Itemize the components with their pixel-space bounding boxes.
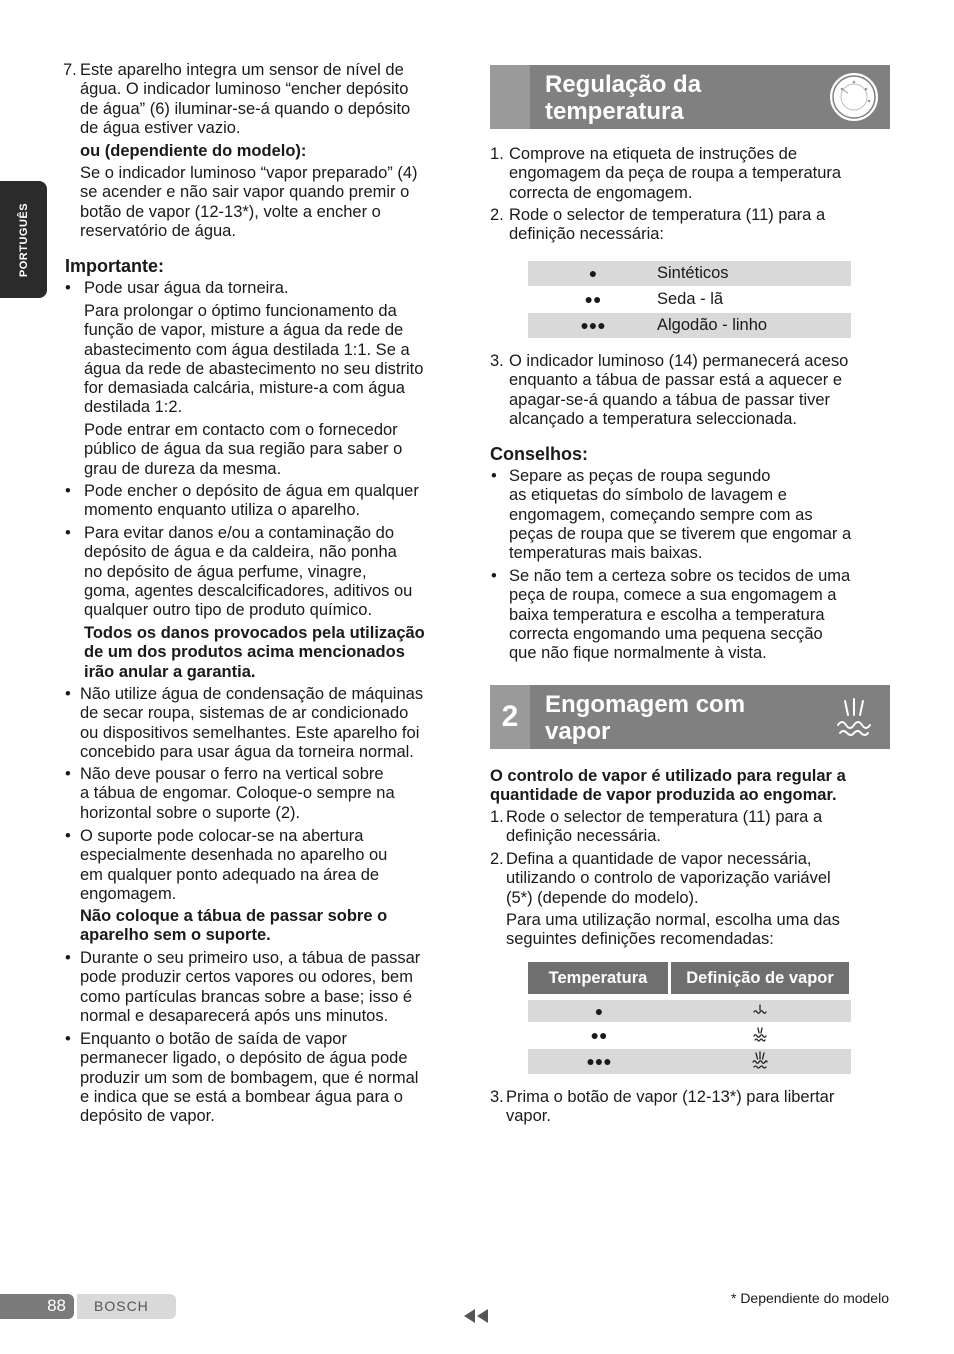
text-line: reservatório de água. [80,221,236,240]
temperature-row [528,287,851,312]
text-line: Comprove na etiqueta de instruções de [509,145,798,163]
section-number: 2 [490,685,530,749]
bullet-3-text [84,524,474,620]
text-line: grau de dureza da mesma. [84,459,282,478]
text-line: especialmente desenhada no aparelho ou [80,846,388,865]
steam-step-1-number: 1. [490,808,504,826]
temperature-row [528,261,851,286]
text-line: peça de roupa, comece a sua engomagem a [509,586,837,605]
text-line: de água estiver vazio. [80,118,241,137]
text-line: e indica que se está a bombear água para o [80,1087,403,1106]
text-line: peças de roupa que se tiverem que engomar a [509,524,852,543]
fabric-label: Algodão - linho [657,316,768,334]
text-line: de secar roupa, sistemas de ar condicionado [80,704,409,723]
temperature-table [528,261,851,338]
text-line: abastecimento com água destilada 1:1. Se a [84,340,410,359]
text-line: enquanto a tábua de passar está a aquecer e [509,371,843,390]
text-line: permanecer ligado, o depósito de água pode [80,1049,408,1068]
bullet-5-text [80,765,470,823]
text-line: momento enquanto utiliza o aparelho. [84,501,361,520]
or-model-text [80,164,470,241]
text-line: que não fique normalmente à vista. [509,644,767,663]
bullet-8-text [80,1030,470,1126]
steam-step-3-number: 3. [490,1088,504,1106]
text-line: função de vapor, misture a água da rede de [84,321,404,340]
text-line: alcançado a temperatura seleccionada. [509,409,798,428]
text-line: Separe as peças de roupa segundo [509,467,771,485]
text-line: Defina a quantidade de vapor necessária, [506,850,812,868]
bullet-3-warning [84,624,474,682]
text-line: quantidade de vapor produzida ao engomar. [490,786,837,805]
text-line: Prima o botão de vapor (12-13*) para libertar [506,1088,835,1106]
text-line: seguintes definições recomendadas: [506,930,774,949]
text-line: a tábua de engomar. Coloque-o sempre na [80,784,395,803]
bullet-1-para-2 [84,302,474,418]
temp-step-2-text [509,206,899,245]
temp-step-1-text [509,145,899,203]
text-line: se acender e não sair vapor quando premir o [80,183,410,202]
temperature-dots: ● [594,1003,604,1019]
text-line: normal e desaparecerá após uns minutos. [80,1006,389,1025]
text-line: engomagem da peça de roupa a temperatura [509,164,842,183]
text-line: água da rede de abastecimento no seu distrito [84,359,424,378]
steam-step-2-number: 2. [490,850,504,868]
text-line: correcta de engomagem. [509,183,693,202]
section-number-block [490,65,530,129]
text-line: (5*) (depende do modelo). [506,888,699,907]
text-line: pode produzir certos vapores ou odores, bem [80,968,413,987]
text-line: aparelho sem o suporte. [80,926,271,945]
tip-1-text [509,467,899,563]
text-line: correcta engomando uma pequena secção [509,624,823,643]
text-line: definição necessária. [506,827,662,846]
page-number-tab [0,1294,74,1319]
temperature-row [528,313,851,338]
text-line: O indicador luminoso (14) permanecerá aceso [509,352,849,370]
text-line: temperaturas mais baixas. [509,544,703,563]
header-temperature: Temperatura [528,962,668,994]
text-line: baixa temperatura e escolha a temperatura [509,605,825,624]
text-line: como partículas brancas sobre a base; isso é [80,987,413,1006]
bullet-3: • [65,524,71,542]
text-line: Pode usar água da torneira. [84,279,289,297]
text-line: Rode o selector de temperatura (11) para a [506,808,823,826]
text-line: ou dispositivos semelhantes. Este aparelho foi [80,723,420,742]
text-line: depósito de água e da caldeira, não ponha [84,543,397,562]
rewind-icon[interactable] [462,1308,490,1324]
text-line: Engomagem com [545,691,746,718]
steam-intro [490,767,900,806]
text-line: público de água da sua região para saber o [84,440,403,459]
text-line: concebido para usar água da torneira normal. [80,742,414,761]
text-line: em qualquer ponto adequado na área de [80,865,380,884]
text-line: água. O indicador luminoso “encher depósito [80,80,409,99]
temp-step-3-text [509,352,899,429]
fabric-label: Sintéticos [657,264,729,282]
text-line: Regulação da [545,71,702,98]
temperature-dots: ●● [584,291,602,307]
text-line: utilizando o controlo de vaporização variável [506,869,831,888]
text-line: Não coloque a tábua de passar sobre o [80,907,388,925]
bullet-1: • [65,279,71,297]
text-line: botão de vapor (12-13*), volte a encher o [80,202,381,221]
text-line: de água” (6) iluminar-se-á quando o depósito [80,99,411,118]
section-steam-title [545,691,745,745]
item-7-text [80,61,470,138]
bullet-7-text [80,949,470,1026]
text-line: horizontal sobre o suporte (2). [80,803,301,822]
text-line: Enquanto o botão de saída de vapor [80,1030,347,1048]
steam-level-3-icon [750,1051,770,1071]
text-line: vapor. [506,1107,551,1126]
temp-step-1-number: 1. [490,145,504,163]
bullet-2-text [84,482,474,521]
bullet-6: • [65,827,71,845]
text-line: Durante o seu primeiro uso, a tábua de passar [80,949,421,967]
temperature-dots: ●● [590,1027,608,1043]
bullet-8: • [65,1030,71,1048]
text-line: Todos os danos provocados pela utilização [84,624,425,642]
steam-row [528,1049,851,1074]
steam-step-3-text [506,1088,896,1127]
text-line: qualquer outro tipo de produto químico. [84,601,373,620]
or-model-label: ou (dependiente do modelo): [80,142,307,160]
temperature-dots: ●●● [586,1053,612,1069]
text-line: Pode encher o depósito de água em qualquer [84,482,419,500]
text-line: Rode o selector de temperatura (11) para a [509,206,826,224]
language-tab [0,181,47,298]
brand-name: BOSCH [94,1298,149,1314]
text-line: engomagem. [80,884,177,903]
steam-step-2-para-2 [506,911,896,950]
header-steam-setting: Definição de vapor [671,962,849,994]
text-line: destilada 1:2. [84,398,183,417]
text-line: Se o indicador luminoso “vapor preparado” (4) [80,164,418,182]
bullet-4-text [80,685,470,762]
text-line: depósito de vapor. [80,1107,215,1126]
steam-row [528,1000,851,1022]
text-line: for demasiada calcária, misture-a com água [84,379,405,398]
steam-level-1-icon [750,1001,770,1021]
text-line: apagar-se-á quando a tábua de passar tiver [509,390,831,409]
text-line: vapor [545,718,611,745]
tip-2-bullet: • [491,567,497,585]
brand-tab [77,1294,176,1319]
importante-heading: Importante: [65,256,164,276]
bullet-2: • [65,482,71,500]
text-line: definição necessária: [509,225,665,244]
temp-step-2-number: 2. [490,206,504,224]
text-line: Para uma utilização normal, escolha uma das [506,911,840,929]
text-line: Para evitar danos e/ou a contaminação do [84,524,395,542]
bullet-6-warning [80,907,470,946]
temperature-dots: ●●● [580,317,606,333]
steam-level-2-icon [750,1025,770,1045]
text-line: O suporte pode colocar-se na abertura [80,827,364,845]
temp-step-3-number: 3. [490,352,504,370]
text-line: Este aparelho integra um sensor de nível de [80,61,404,79]
text-line: goma, agentes descalcificadores, aditivos ou [84,581,413,600]
tips-heading: Conselhos: [490,444,589,464]
section-temperature-header [490,65,890,129]
text-line: produzir um som de bombagem, que é normal [80,1068,419,1087]
temperature-dots: ● [588,265,598,281]
tip-1-bullet: • [491,467,497,485]
text-line: Pode entrar em contacto com o fornecedor [84,421,398,439]
fabric-label: Seda - lã [657,290,724,308]
section-temperature-title [545,71,701,125]
text-line: Não deve pousar o ferro na vertical sobre [80,765,384,783]
text-line: O controlo de vapor é utilizado para regular a [490,767,846,785]
steam-step-1-text [506,808,896,847]
item-7-number: 7. [63,61,77,79]
text-line: irão anular a garantia. [84,662,256,681]
language-label: PORTUGUÊS [17,202,30,277]
bullet-6-text [80,827,470,904]
bullet-1-para-3 [84,421,474,479]
bullet-1-text [84,279,474,298]
text-line: engomagem, começando sempre com as [509,505,813,524]
text-line: Para prolongar o óptimo funcionamento da [84,302,397,320]
steam-step-2-text [506,850,896,908]
tip-2-text [509,567,899,663]
bullet-5: • [65,765,71,783]
text-line: temperatura [545,98,684,125]
page-number: 88 [47,1296,66,1315]
text-line: Se não tem a certeza sobre os tecidos de uma [509,567,851,585]
steam-icon [828,691,880,743]
text-line: Não utilize água de condensação de máquinas [80,685,424,703]
bullet-4: • [65,685,71,703]
steam-row [528,1024,851,1046]
text-line: no depósito de água perfume, vinagre, [84,562,367,581]
section-steam-header [490,685,890,749]
bullet-7: • [65,949,71,967]
steam-settings-table [528,962,851,1074]
text-line: as etiquetas do símbolo de lavagem e [509,486,787,505]
temperature-dial-icon [828,71,880,123]
text-line: de um dos produtos acima mencionados [84,643,405,662]
footnote: * Dependiente do modelo [730,1290,889,1306]
